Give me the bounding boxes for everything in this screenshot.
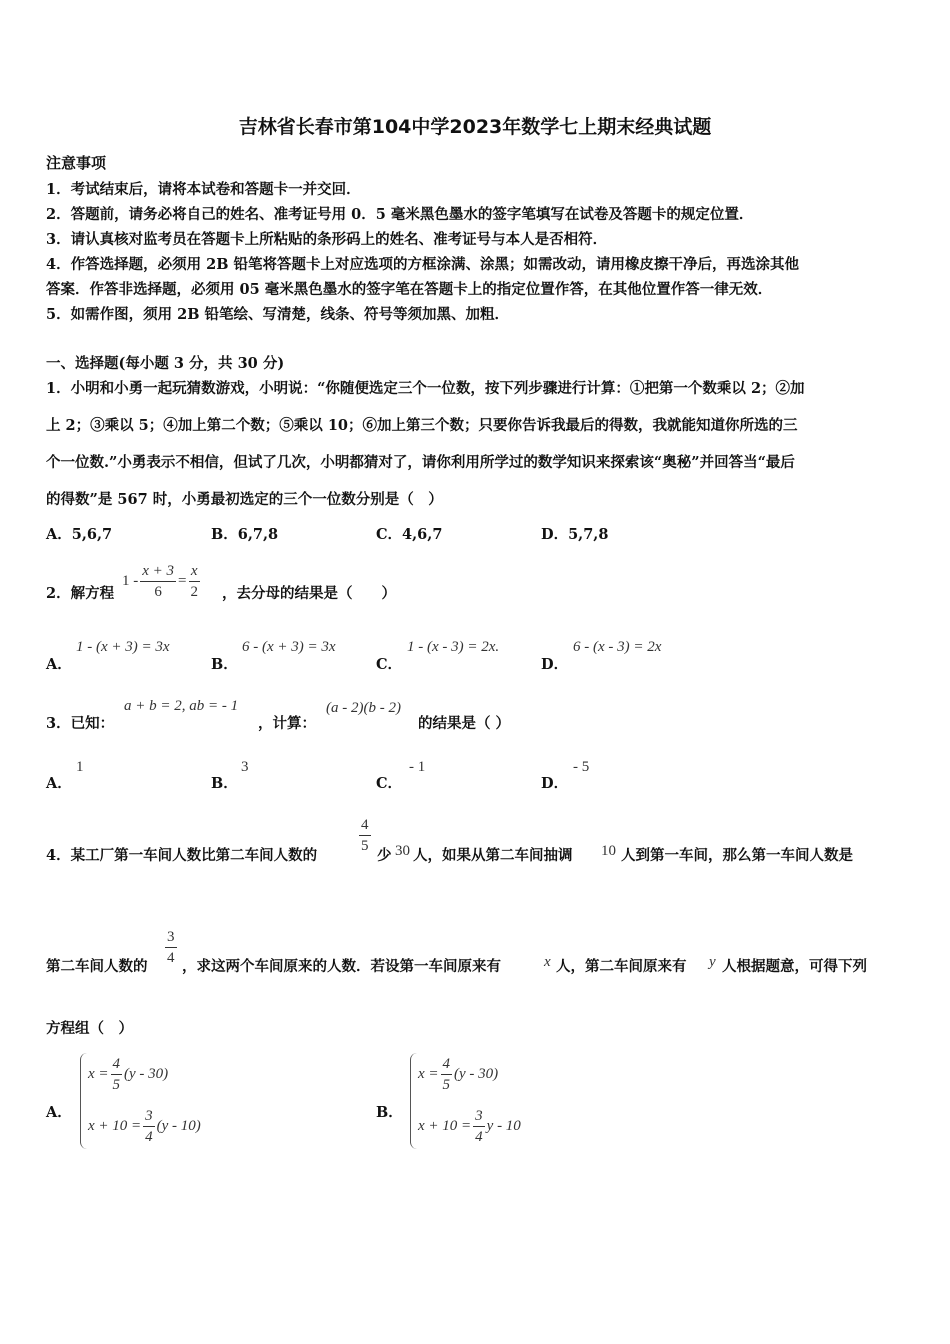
q4-frac-b-den: 4 [167,950,175,966]
q3-expression: (a - 2)(b - 2) [326,700,401,716]
question-1-line: 上 2；③乘以 5；④加上第二个数；⑤乘以 10；⑥加上第三个数；只要你告诉我最后的得数，我就能知道你所选的三 [46,417,798,434]
q3-option-c[interactable]: C． [376,775,403,792]
q2-eq-mid: = [178,572,187,589]
q4-a-eq1-right: (y - 30) [124,1065,169,1082]
q3-prefix: 3．已知： [46,715,115,732]
q2-equation [122,556,202,606]
q4-line2-c: 人，第二车间原来有 [556,958,687,975]
q3-suffix: 的结果是（ ） [418,715,511,732]
q4-line2-b: ，求这两个车间原来的人数．若设第一车间原来有 [182,958,501,975]
notice-line: 4．作答选择题，必须用 2B 铅笔将答题卡上对应选项的方框涂满、涂黑；如需改动，请用橡皮擦干净后，再选涂其他 [46,256,800,273]
q2-option-d[interactable]: D． [541,656,569,673]
q2-option-d-math: 6 - (x - 3) = 2x [573,639,662,655]
question-1-line: 的得数”是 567 时，小勇最初选定的三个一位数分别是（ ） [46,491,443,508]
q1-option-c[interactable]: C．4,6,7 [376,526,443,543]
q4-fraction-b [163,927,179,968]
q4-b-eq1-right: (y - 30) [454,1065,499,1082]
q2-option-a-math: 1 - (x + 3) = 3x [76,639,170,655]
q4-frac-a-den: 5 [361,838,369,854]
q4-line1-c: 人，如果从第二车间抽调 [413,847,573,864]
notice-heading: 注意事项 [46,154,107,172]
q4-option-a-eq2 [88,1103,201,1149]
q2-option-a[interactable]: A． [46,656,72,673]
q4-fraction-a [357,815,373,856]
q4-num-10: 10 [601,843,616,859]
q4-a-eq2-num: 3 [143,1106,155,1127]
q3-option-c-value: - 1 [409,759,426,775]
q2-prefix: 2．解方程 [46,585,115,602]
q4-num-30: 30 [395,843,410,859]
q4-a-eq2-left: x + 10 = [88,1117,142,1134]
page-title: 吉林省长春市第104中学2023年数学七上期末经典试题 [238,116,712,138]
q3-option-a[interactable]: A． [46,775,72,792]
q2-eq-left: 1 - [122,572,139,589]
q4-b-eq2-left: x + 10 = [418,1117,472,1134]
q2-frac1-den: 6 [154,583,162,600]
q1-option-a[interactable]: A．5,6,7 [46,526,113,543]
q4-var-x: x [544,954,551,970]
q3-middle: ，计算： [258,715,316,732]
q4-line1-b: 少 [377,847,392,864]
q3-given: a + b = 2, ab = - 1 [124,698,239,714]
q4-option-a[interactable]: A． [46,1104,72,1121]
q4-line2-a: 第二车间人数的 [46,958,148,975]
q3-option-b[interactable]: B． [211,775,238,792]
q4-line3: 方程组（ ） [46,1020,133,1037]
q4-a-eq2-den: 4 [145,1128,153,1145]
notice-line: 3．请认真核对监考员在答题卡上所粘贴的条形码上的姓名、准考证号与本人是否相符． [46,231,608,248]
q4-a-eq1-num: 4 [111,1054,123,1075]
q4-option-b-eq2 [418,1103,521,1149]
q4-b-eq1-left: x = [418,1065,439,1082]
notice-line: 5．如需作图，须用 2B 铅笔绘、写清楚，线条、符号等须加黑、加粗． [46,306,510,323]
notice-line: 1．考试结束后，请将本试卷和答题卡一并交回． [46,181,361,198]
q4-b-eq2-den: 4 [475,1128,483,1145]
section-title: 一、选择题(每小题 3 分，共 30 分) [46,355,285,372]
q4-b-eq2-right: y - 10 [486,1117,521,1134]
q4-option-a-eq1 [88,1051,168,1097]
q2-frac2-num: x [189,561,201,582]
q2-fraction-1 [140,561,176,602]
q1-option-d[interactable]: D．5,7,8 [541,526,609,543]
q3-option-a-value: 1 [76,759,84,775]
q2-suffix: ，去分母的结果是（ ） [222,585,396,602]
q2-fraction-2 [189,561,201,602]
q4-a-eq1-left: x = [88,1065,109,1082]
q4-option-a-brace [80,1053,87,1149]
q3-option-d-value: - 5 [573,759,590,775]
q4-line2-d: 人根据题意，可得下列 [722,958,867,975]
q4-line1-a: 4．某工厂第一车间人数比第二车间人数的 [46,847,318,864]
q4-option-b-brace [410,1053,417,1149]
question-1-line: 1．小明和小勇一起玩猜数游戏，小明说：“你随便选定三个一位数，按下列步骤进行计算：①把第一个数乘以 2；②加 [46,380,805,397]
q4-var-y: y [709,954,716,970]
q3-option-d[interactable]: D． [541,775,569,792]
notice-line: 答案．作答非选择题，必须用 05 毫米黑色墨水的签字笔在答题卡上的指定位置作答，在其他位置作答一律无效． [46,281,773,298]
q2-frac1-num: x + 3 [140,561,176,582]
notice-line: 2．答题前，请务必将自己的姓名、准考证号用 0．5 毫米黑色墨水的签字笔填写在试卷及答题卡的规定位置． [46,206,754,223]
q4-b-eq1-num: 4 [441,1054,453,1075]
q2-option-b[interactable]: B． [211,656,238,673]
q4-b-eq2-num: 3 [473,1106,485,1127]
q4-a-eq1-den: 5 [112,1076,121,1093]
q1-option-b[interactable]: B．6,7,8 [211,526,279,543]
q2-option-c[interactable]: C． [376,656,403,673]
q4-a-eq2-right: (y - 10) [156,1117,201,1134]
q4-b-eq1-den: 5 [442,1076,451,1093]
q4-frac-a-num: 4 [359,815,371,836]
q4-frac-b-num: 3 [165,927,177,948]
q3-option-b-value: 3 [241,759,249,775]
q4-line1-d: 人到第一车间，那么第一车间人数是 [621,847,853,864]
q4-option-b[interactable]: B． [376,1104,403,1121]
q2-frac2-den: 2 [190,583,198,600]
question-1-line: 个一位数.”小勇表示不相信，但试了几次，小明都猜对了，请你利用所学过的数学知识来探索该“奥秘”并回答当“最后 [46,454,795,471]
q2-option-b-math: 6 - (x + 3) = 3x [242,639,336,655]
q4-option-b-eq1 [418,1051,498,1097]
q2-option-c-math: 1 - (x - 3) = 2x. [407,639,500,655]
